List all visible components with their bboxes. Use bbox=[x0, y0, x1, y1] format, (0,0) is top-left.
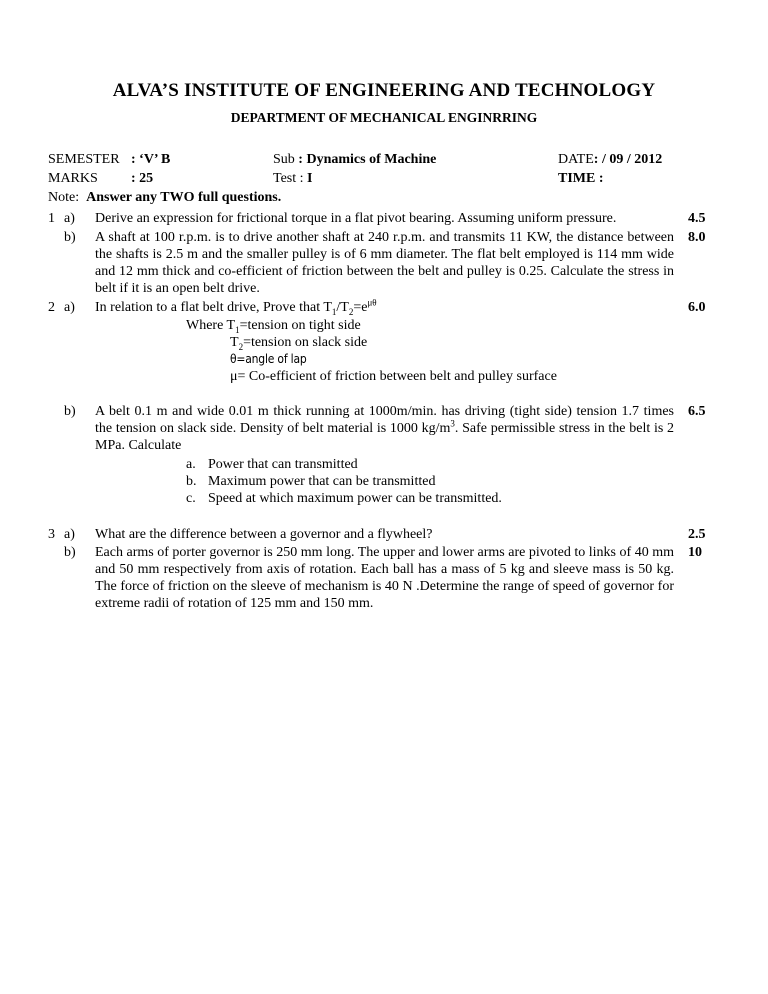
q2a-label: a) bbox=[64, 300, 75, 315]
q3b-marks: 10 bbox=[688, 545, 702, 560]
q1b-marks: 8.0 bbox=[688, 230, 706, 245]
q3b-label: b) bbox=[64, 545, 76, 560]
q3a-label: a) bbox=[64, 527, 75, 542]
date-value: : / 09 / 2012 bbox=[593, 152, 663, 167]
q1a-text: Derive an expression for frictional torque in a flat pivot bearing. Assuming uniform pressure. bbox=[95, 211, 617, 226]
list-item: b. bbox=[186, 474, 197, 489]
test-value: I bbox=[307, 171, 313, 186]
subject-line bbox=[273, 151, 436, 168]
q2b-text: A belt 0.1 m and wide 0.01 m thick running at 1000m/min. has driving (tight side) tension 1.7 times the tension on slack side. Density of belt material is 1000 $kg/m^3$. Safe permissible stress in the belt is 2 MPa. Calculate bbox=[95, 404, 674, 453]
subject-value: : Dynamics of Machine bbox=[298, 152, 437, 167]
list-item-text: Maximum power that can be transmitted bbox=[208, 474, 436, 489]
q1-number: 1 bbox=[48, 211, 55, 226]
q3b-text: Each arms of porter governor is 250 mm long. The upper and lower arms are pivoted to links of 40 mm and 50 mm respectively from axis of rotation. Each ball has a mass of 5 kg and sleeve mass is 50 kg. The force of friction on the sleeve of mechanism is 40 N .Determine the range of speed of governor for extreme radii of rotation of 125 mm and 150 mm. bbox=[95, 545, 674, 611]
date-label: DATE bbox=[558, 152, 594, 167]
q2b-label: b) bbox=[64, 404, 76, 419]
marks-label: MARKS bbox=[48, 171, 98, 186]
date-line bbox=[558, 151, 662, 168]
q2-number: 2 bbox=[48, 300, 55, 315]
q2b-marks: 6.5 bbox=[688, 404, 706, 419]
list-item: a. bbox=[186, 457, 196, 472]
institute-title: ALVA’S INSTITUTE OF ENGINEERING AND TECHNOLOGY bbox=[112, 80, 656, 101]
q1a-label: a) bbox=[64, 211, 75, 226]
note-line bbox=[48, 189, 281, 206]
q2a-t2: $T_2=tension$ on slack side bbox=[230, 335, 368, 352]
test-line bbox=[273, 170, 312, 187]
q2a-where-t1: Where $T_1=tension$ on tight side bbox=[186, 318, 361, 335]
q2a-theta: θ=angle of lap bbox=[230, 352, 307, 366]
semester-label: SEMESTER bbox=[48, 152, 120, 167]
note-value: Answer any TWO full questions. bbox=[86, 190, 282, 205]
semester-value: : ‘V’ B bbox=[131, 152, 171, 167]
q1b-label: b) bbox=[64, 230, 76, 245]
q3-number: 3 bbox=[48, 527, 55, 542]
q2a-text: In relation to a flat belt drive, Prove that $T_1/T_2=e^{\mu\theta}$ bbox=[95, 297, 377, 317]
department-title: DEPARTMENT OF MECHANICAL ENGINRRING bbox=[230, 110, 538, 125]
q3a-text: What are the difference between a governor and a flywheel? bbox=[95, 527, 433, 542]
q1a-marks: 4.5 bbox=[688, 211, 706, 226]
note-label: Note: bbox=[48, 190, 80, 205]
q1b-text: A shaft at 100 r.p.m. is to drive another shaft at 240 r.p.m. and transmits 11 KW, the distance between the shafts is 2.5 m and the smaller pulley is of 6 mm diameter. The flat belt employed is 114 mm wide and 12 mm thick and co-efficient of friction between the belt and pulley is 0.25. Calculate the stress in belt if it is an open belt drive. bbox=[95, 230, 674, 296]
q3a-marks: 2.5 bbox=[688, 527, 706, 542]
marks-value: : 25 bbox=[131, 171, 154, 186]
q2a-marks: 6.0 bbox=[688, 300, 706, 315]
q2a-mu: μ= Co-efficient of friction between belt and pulley surface bbox=[230, 369, 557, 384]
test-label: Test : bbox=[273, 171, 304, 186]
list-item: c. bbox=[186, 491, 196, 506]
list-item-text: Speed at which maximum power can be transmitted. bbox=[208, 491, 502, 506]
list-item-text: Power that can transmitted bbox=[208, 457, 358, 472]
subject-label: Sub bbox=[273, 152, 295, 167]
time-label: TIME : bbox=[558, 171, 604, 186]
